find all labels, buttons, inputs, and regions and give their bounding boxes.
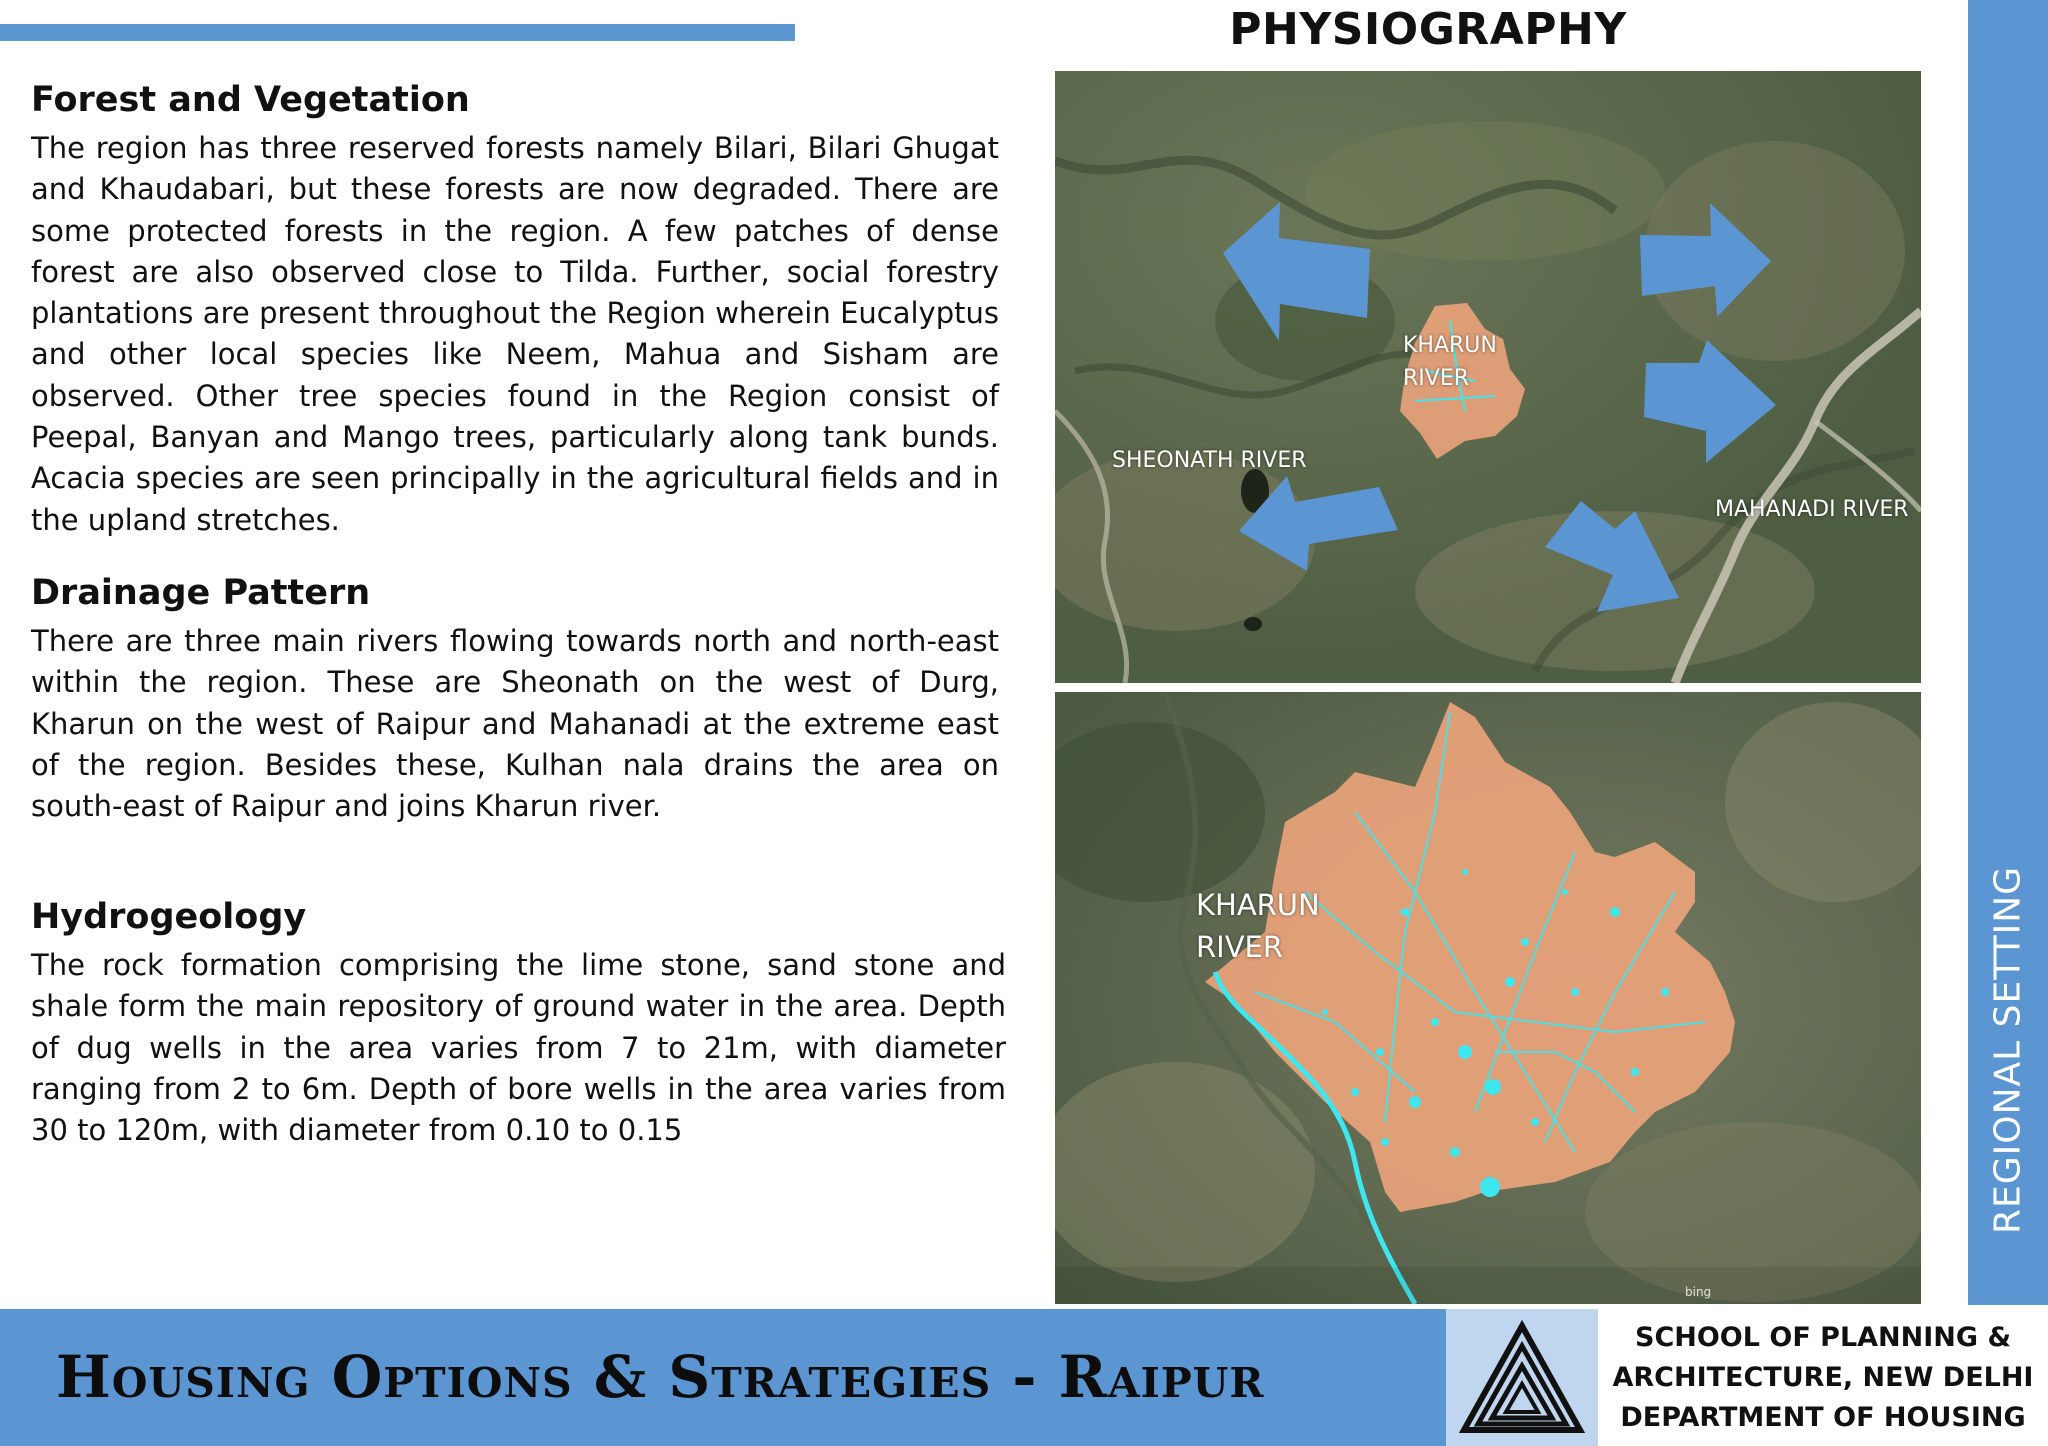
side-section-label: REGIONAL SETTING [1987,865,2029,1235]
section-heading: Drainage Pattern [31,573,371,613]
org-line: SCHOOL OF PLANNING & [1635,1321,2011,1353]
triangle-spiral-logo-icon [1458,1320,1586,1436]
section-heading: Hydrogeology [31,897,307,937]
section-forest-vegetation [31,78,999,541]
mahanadi-river-label: MAHANADI RIVER [1715,497,1909,522]
section-hydrogeology [31,895,1006,1151]
bing-attribution: bing [1685,1285,1712,1299]
org-line: ARCHITECTURE, NEW DELHI [1612,1361,2034,1393]
footer-banner [0,1309,2048,1446]
top-accent-bar [0,24,795,41]
section-body: There are three main rivers flowing towards north and north-east within the region. These are Sheonath on the west of Durg, Kharun on the west of Raipur and Mahanadi at the extreme east of the region. Besides these, Kulhan nala drains the area on south-east of Raipur and joins Kharun river. [31,624,999,824]
section-heading: Forest and Vegetation [31,80,470,120]
catchment-map-image [1055,692,1921,1304]
kharun-catchment-map [1055,692,1921,1304]
organization-block [1598,1309,2048,1446]
kharun-river-label: KHARUN RIVER [1403,333,1497,391]
institution-logo [1446,1309,1598,1446]
footer-title: Housing Options & Strategies - Raipur [56,1343,1265,1411]
org-line: DEPARTMENT OF HOUSING [1620,1401,2026,1433]
section-body: The rock formation comprising the lime stone, sand stone and shale form the main repository of ground water in the area. Depth of dug wells in the area varies from 7 to 21m, with diameter ranging from 2 to 6m. Depth of bore wells in the area varies from 30 to 120m, with diameter from 0.10 to 0.15 [31,948,1006,1148]
page-title: PHYSIOGRAPHY [1229,4,1627,55]
side-section-tab [1968,0,2048,1305]
sheonath-river-label: SHEONATH RIVER [1112,448,1307,473]
section-drainage-pattern [31,571,999,827]
regional-satellite-map [1055,71,1921,683]
section-body: The region has three reserved forests namely Bilari, Bilari Ghugat and Khaudabari, but these forests are now degraded. There are some protected forests in the region. A few patches of dense forest are also observed close to Tilda. Further, social forestry plantations are present throughout the Region wherein Eucalyptus and other local species like Neem, Mahua and Sisham are observed. Other tree species found in the Region consist of Peepal, Banyan and Mango trees, particularly along tank bunds. Acacia species are seen principally in the agricultural fields and in the upland stretches. [31,131,999,537]
kharun-river-label: KHARUN RIVER [1196,888,1320,964]
